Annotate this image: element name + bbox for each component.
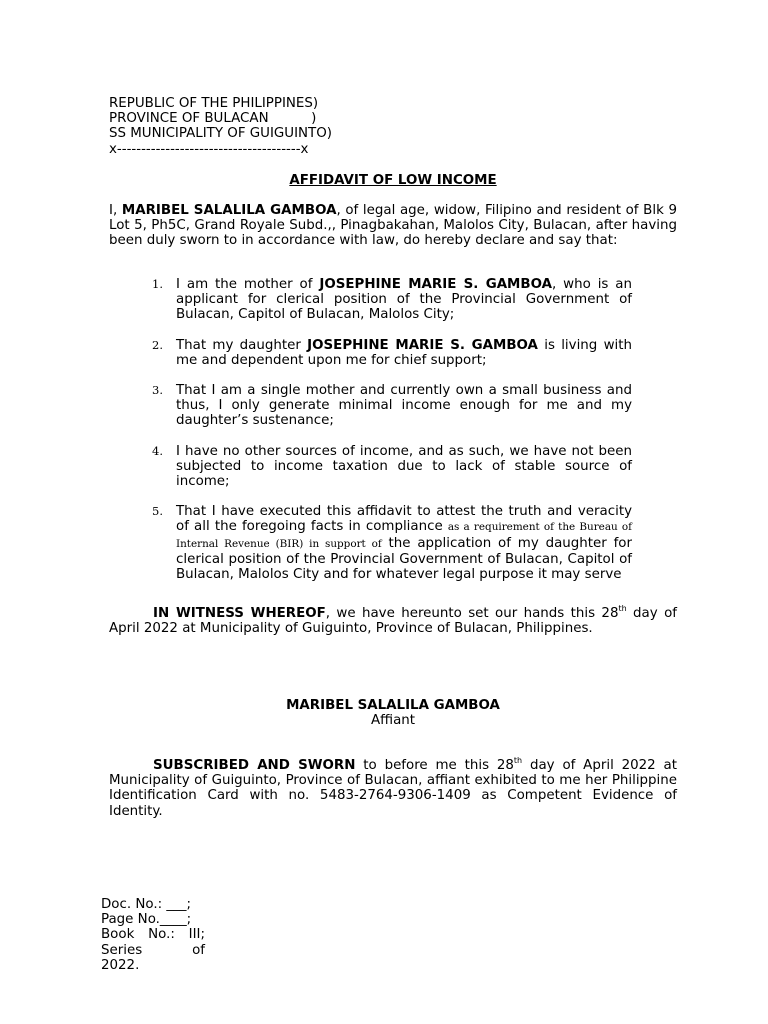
witness-heading: IN WITNESS WHEREOF	[153, 606, 326, 621]
jurat-text: to before me this 28	[355, 758, 514, 773]
item-text: That I have executed this affidavit to attest the truth and veracity of all the foregoing facts in compliance	[176, 504, 632, 535]
doc-number: Doc. No.: ___;	[101, 897, 191, 912]
declaration-item	[152, 444, 632, 490]
item-number: 5.	[152, 504, 163, 519]
declaration-item	[152, 383, 632, 429]
intro-post: , of legal age, widow, Filipino and resident of Blk 9 Lot 5, Ph5C, Grand Royale Subd.,, Pinagbakahan, Malolos City, Bulacan, after having been duly sworn to in accordance with law, do hereby declare and say that:	[109, 203, 678, 249]
jurat-text: day of April 2022 at Municipality of Guiguinto, Province of Bulacan, affiant exhibited to me her Philippine Identification Card with no. 5483-2764-9306-1409 as Competent Evidence of Identity.	[109, 758, 677, 819]
declaration-list	[152, 277, 632, 582]
header-separator: x--------------------------------------x	[109, 141, 309, 157]
declaration-item	[152, 277, 632, 323]
item-text: That I am a single mother and currently own a small business and thus, I only generate minimal income enough for me and my daughter’s sustenance;	[176, 383, 632, 429]
item-text: the application of my daughter for clerical position of the Provincial Government of Bulacan, Capitol of Bulacan, Malolos City and for whatever legal purpose it may serve	[176, 535, 632, 583]
jurat-paragraph	[109, 758, 677, 819]
witness-text: day of April 2022 at Municipality of Guiguinto, Province of Bulacan, Philippines.	[109, 606, 677, 637]
daughter-name: JOSEPHINE MARIE S. GAMBOA	[307, 337, 538, 353]
series-label: Series of	[101, 942, 205, 958]
witness-text: , we have hereunto set our hands this 28	[325, 606, 619, 621]
witness-ordinal: th	[618, 604, 627, 613]
item-text: is living with me and dependent upon me for chief support;	[176, 337, 632, 368]
venue-header	[109, 96, 409, 157]
intro-paragraph	[109, 203, 677, 249]
book-number: Book No.: III;	[101, 927, 205, 943]
item-text: I have no other sources of income, and as such, we have not been subjected to income taxation due to lack of stable source of income;	[176, 443, 632, 490]
item-number: 3.	[152, 383, 163, 398]
affiant-name: MARIBEL SALALILA GAMBOA	[121, 203, 337, 218]
item-text: I am the mother of	[176, 277, 320, 292]
item-number: 4.	[152, 443, 163, 458]
jurat-heading: SUBSCRIBED AND SWORN	[153, 758, 356, 773]
item-number: 2.	[152, 337, 163, 352]
witness-paragraph	[109, 606, 677, 636]
declaration-item	[152, 338, 632, 368]
page-number: Page No.____;	[101, 912, 192, 928]
item-number: 1.	[152, 277, 163, 291]
signature-name: MARIBEL SALALILA GAMBOA	[286, 698, 500, 713]
notarial-register	[101, 897, 205, 973]
item-text: That my daughter	[176, 337, 308, 353]
bir-requirement-text: as a requirement of the Bureau of Internal Revenue (BIR) in support of	[176, 521, 632, 550]
declaration-item	[152, 504, 632, 582]
series-year: 2022.	[101, 957, 140, 973]
signature-role: Affiant	[370, 713, 416, 729]
intro-pre: I,	[109, 203, 122, 218]
item-text: , who is an applicant for clerical position of the Provincial Government of Bulacan, Capitol of Bulacan, Malolos City;	[176, 277, 632, 323]
jurat-ordinal: th	[513, 756, 523, 765]
signature-block	[109, 698, 677, 728]
header-line-municipality: SS MUNICIPALITY OF GUIGUINTO)	[109, 126, 332, 142]
daughter-name: JOSEPHINE MARIE S. GAMBOA	[319, 277, 552, 292]
header-line-province: PROVINCE OF BULACAN )	[109, 111, 317, 127]
document-title: AFFIDAVIT OF LOW INCOME	[289, 173, 497, 188]
header-line-republic: REPUBLIC OF THE PHILIPPINES)	[109, 96, 319, 111]
